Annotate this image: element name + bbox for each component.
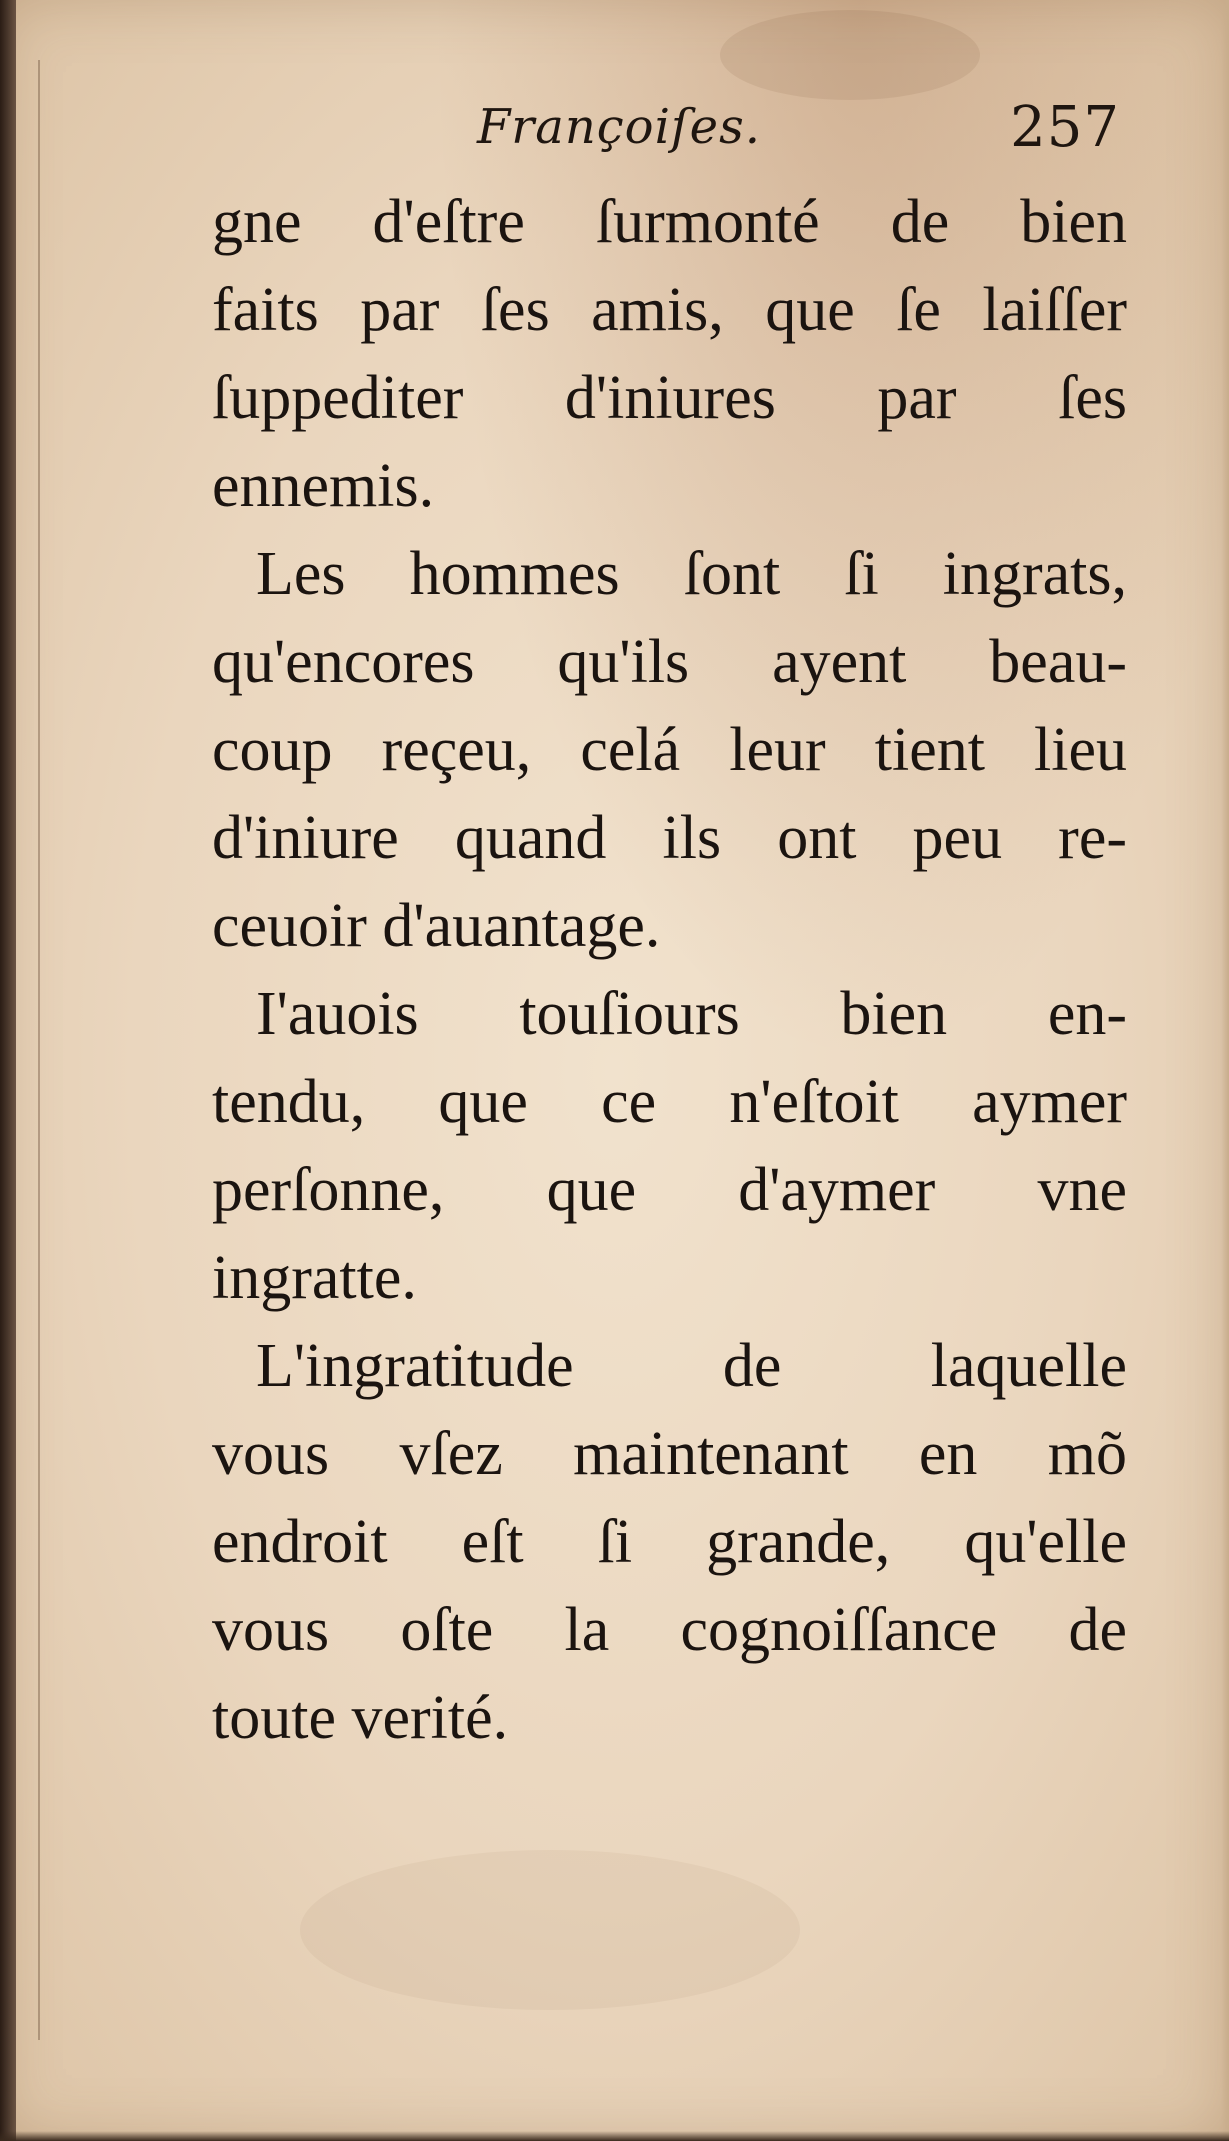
text-line: tendu, que ce n'eſtoit aymer: [212, 1068, 1127, 1136]
text-line: ceuoir d'auantage.: [212, 892, 661, 960]
running-title: Françoiſes.: [477, 99, 761, 155]
gutter-crease: [38, 60, 40, 2040]
page-number: 257: [1010, 95, 1120, 160]
text-line: perſonne, que d'aymer vne: [212, 1156, 1127, 1224]
text-line: coup reçeu, celá leur tient lieu: [212, 716, 1127, 784]
text-line: vous vſez maintenant en mõ: [212, 1420, 1127, 1488]
paper-stain: [300, 1850, 800, 2010]
running-header: [215, 95, 1120, 175]
text-line: Les hommes ſont ſi ingrats,: [256, 540, 1127, 608]
text-line: faits par ſes amis, que ſe laiſſer: [212, 276, 1127, 344]
page-bottom-edge: [0, 2131, 1229, 2141]
page-right-edge: [1221, 0, 1229, 2141]
page-left-edge: [0, 0, 16, 2141]
text-line: L'ingratitude de laquelle: [256, 1332, 1127, 1400]
text-line: I'auois touſiours bien en-: [256, 980, 1127, 1048]
text-line: endroit eſt ſi grande, qu'elle: [212, 1508, 1127, 1576]
text-line: ennemis.: [212, 452, 435, 520]
paper-stain: [720, 10, 980, 100]
text-line: ſuppediter d'iniures par ſes: [212, 364, 1127, 432]
text-line: toute verité.: [212, 1684, 509, 1752]
text-line: gne d'eſtre ſurmonté de bien: [212, 188, 1127, 256]
text-line: ingratte.: [212, 1244, 417, 1312]
text-line: vous oſte la cognoiſſance de: [212, 1596, 1127, 1664]
text-line: qu'encores qu'ils ayent beau-: [212, 628, 1127, 696]
body-text: [212, 178, 1127, 1762]
text-line: d'iniure quand ils ont peu re-: [212, 804, 1127, 872]
